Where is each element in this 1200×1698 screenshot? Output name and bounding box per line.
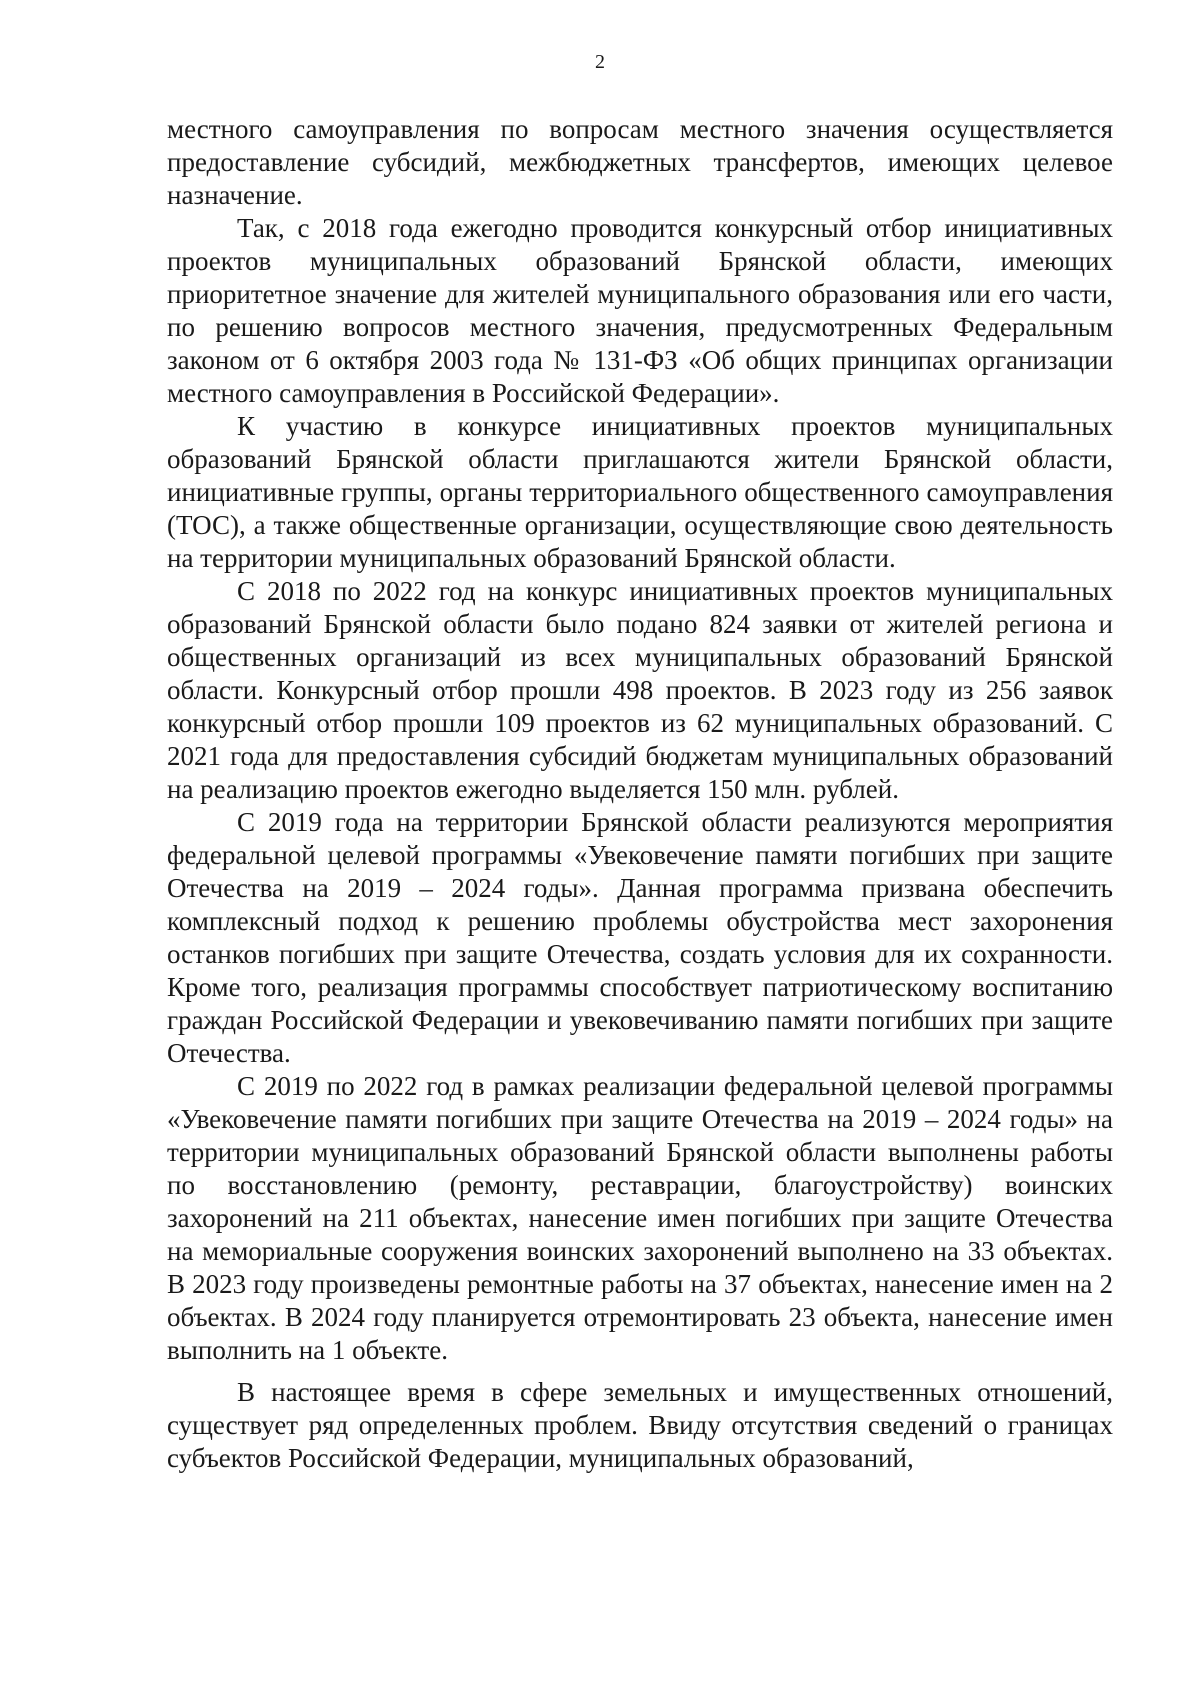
paragraph-7: В настоящее время в сфере земельных и имущественных отношений, существует ряд определенных проблем. Ввиду отсутствия сведений о границах субъектов Российской Федерации, муниципальных образований, [167,1377,1113,1473]
paragraph-2: Так, с 2018 года ежегодно проводится конкурсный отбор инициативных проектов муниципальных образований Брянской области, имеющих приоритетное значение для жителей муниципального образования или его части, по решению вопросов местного значения, предусмотренных Федеральным законом от 6 октября 2003 года № 131-ФЗ «Об общих принципах организации местного самоуправления в Российской Федерации». [167,213,1113,408]
body-text [167,113,1113,1475]
page-number: 2 [595,51,605,73]
paragraph-5: С 2019 года на территории Брянской области реализуются мероприятия федеральной целевой программы «Увековечение памяти погибших при защите Отечества на 2019 – 2024 годы». Данная программа призвана обеспечить комплексный подход к решению проблемы обустройства мест захоронения останков погибших при защите Отечества, создать условия для их сохранности. Кроме того, реализация программы способствует патриотическому воспитанию граждан Российской Федерации и увековечиванию памяти погибших при защите Отечества. [167,807,1113,1068]
paragraph-1: местного самоуправления по вопросам местного значения осуществляется предоставление субсидий, межбюджетных трансфертов, имеющих целевое назначение. [167,114,1113,210]
paragraph-6: С 2019 по 2022 год в рамках реализации федеральной целевой программы «Увековечение памяти погибших при защите Отечества на 2019 – 2024 годы» на территории муниципальных образований Брянской области выполнены работы по восстановлению (ремонту, реставрации, благоустройству) воинских захоронений на 211 объектах, нанесение имен погибших при защите Отечества на мемориальные сооружения воинских захоронений выполнено на 33 объектах. В 2023 году произведены ремонтные работы на 37 объектах, нанесение имен на 2 объектах. В 2024 году планируется отремонтировать 23 объекта, нанесение имен выполнить на 1 объекте. [167,1071,1113,1365]
paragraph-3: К участию в конкурсе инициативных проектов муниципальных образований Брянской области приглашаются жители Брянской области, инициативные группы, органы территориального общественного самоуправления (ТОС), а также общественные организации, осуществляющие свою деятельность на территории муниципальных образований Брянской области. [167,411,1113,573]
paragraph-4: С 2018 по 2022 год на конкурс инициативных проектов муниципальных образований Брянской области было подано 824 заявки от жителей региона и общественных организаций из всех муниципальных образований Брянской области. Конкурсный отбор прошли 498 проектов. В 2023 году из 256 заявок конкурсный отбор прошли 109 проектов из 62 муниципальных образований. С 2021 года для предоставления субсидий бюджетам муниципальных образований на реализацию проектов ежегодно выделяется 150 млн. рублей. [167,576,1113,804]
